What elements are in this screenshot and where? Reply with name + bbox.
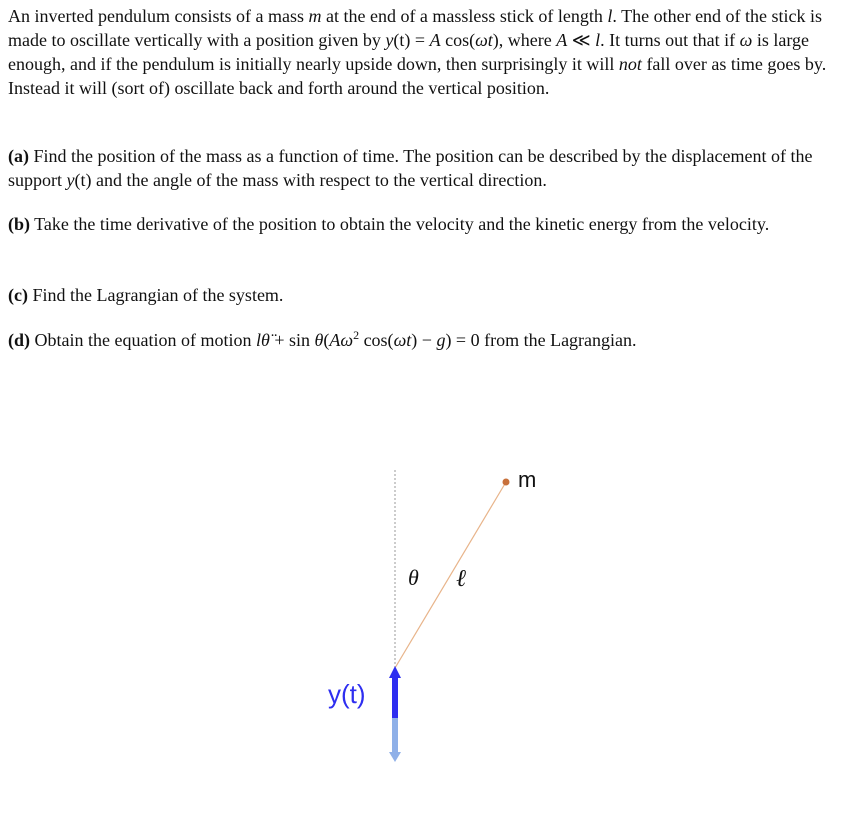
arrow-lower-shaft — [392, 718, 398, 754]
arrow-down-head — [389, 752, 401, 762]
arrow-up-head — [389, 666, 401, 678]
length-label: ℓ — [456, 566, 466, 592]
part-d-question: (d) Obtain the equation of motion lθ̈ + $\sin \theta(A\omega^2$ cos(ωt) − g) = 0 from the Lagrangian. — [8, 328, 637, 350]
support-position-label: y(t) — [328, 679, 366, 709]
intro-paragraph: An inverted pendulum consists of a mass m at the end of a massless stick of length l. The other end of the stick is made to oscillate vertically with a position given by y(t) = A cos(ωt), where A ≪ l. It turns out that if ω is large enough, and if the pendulum is initially nearly upside down, then surprisingly it will not fall over as time goes by. Instead it will (sort of) oscillate back and forth around the vertical position. — [8, 6, 827, 98]
part-a-question: (a) Find the position of the mass as a function of time. The position can be described by the displacement of the support y(t) and the angle of the mass with respect to the vertical direction. — [8, 146, 813, 190]
angle-label: θ — [408, 565, 419, 590]
part-c-question: (c) Find the Lagrangian of the system. — [8, 285, 284, 305]
arrow-upper-shaft — [392, 676, 398, 718]
part-d-label: (d) — [8, 330, 30, 350]
part-b-label: (b) — [8, 214, 30, 234]
part-a-label: (a) — [8, 146, 29, 166]
part-c-label: (c) — [8, 285, 28, 305]
pendulum-mass — [503, 479, 510, 486]
part-b-question: (b) Take the time derivative of the position to obtain the velocity and the kinetic energy from the velocity. — [8, 214, 770, 234]
mass-label: m — [518, 467, 537, 492]
support-displacement-arrow — [389, 666, 401, 762]
